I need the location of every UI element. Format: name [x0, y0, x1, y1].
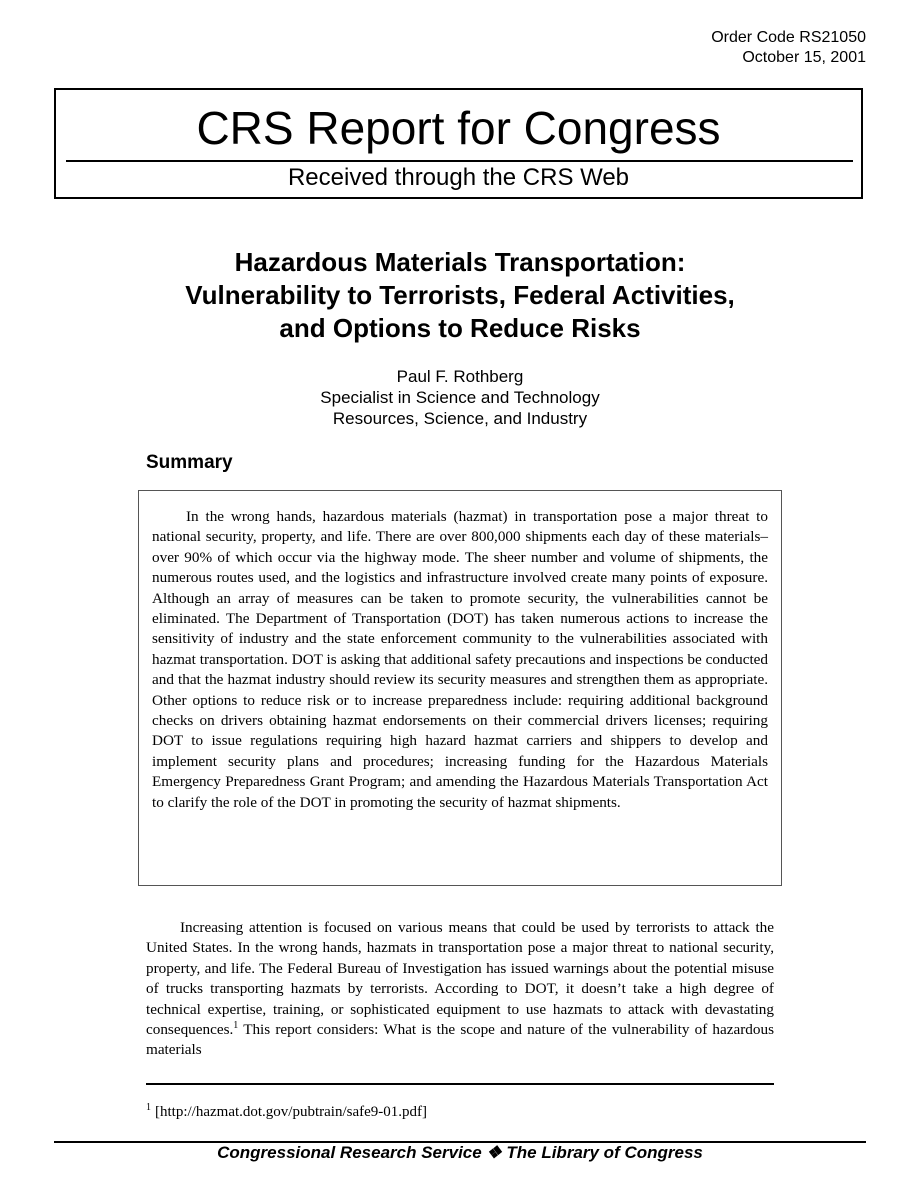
page-footer: Congressional Research Service ❖ The Library of Congress	[217, 1143, 703, 1162]
footnote-number: 1	[146, 1102, 151, 1113]
summary-box	[138, 490, 782, 886]
body-text-part-1: Increasing attention is focused on various means that could be used by terrorists to attack the United States. In the wrong hands, hazmats in transportation pose a major threat to national security, property, and life. The Federal Bureau of Investigation has issued warnings about the potential misuse of trucks transporting hazmats by terrorists. According to DOT, it doesn’t take a high degree of technical expertise, training, or sophisticated equipment to use hazmats to attack with devastating consequences.	[146, 919, 774, 1039]
report-banner	[54, 88, 863, 199]
footnote-link[interactable]: [http://hazmat.dot.gov/pubtrain/safe9-01.pdf]	[155, 1104, 428, 1120]
body-paragraph	[146, 918, 774, 1061]
author-name: Paul F. Rothberg	[396, 367, 524, 386]
footnote-divider	[146, 1083, 774, 1085]
summary-text: In the wrong hands, hazardous materials (hazmat) in transportation pose a major threat to national security, property, and life. There are over 800,000 shipments each day of these materials–over 90% of which occur via the highway mode. The sheer number and volume of shipments, the numerous routes used, and the logistics and infrastructure involved create many points of exposure. Although an array of measures can be taken to promote security, the vulnerabilities cannot be eliminated. The Department of Transportation (DOT) has taken numerous actions to increase the sensitivity of industry and the state enforcement community to the vulnerabilities associated with hazmat transportation. DOT is asking that additional safety precautions and inspections be conducted and that the hazmat industry should review its security measures and strengthen them as appropriate. Other options to reduce risk or to increase preparedness include: requiring additional background checks on drivers obtaining hazmat endorsements on their commercial drivers licenses; requiring DOT to issue regulations requiring high hazard hazmat carriers and shippers to develop and implement security plans and procedures; increasing funding for the Hazardous Materials Emergency Preparedness Grant Program; and amending the Hazardous Materials Transportation Act to clarify the role of the DOT in promoting the security of hazmat shipments.	[152, 508, 768, 811]
footnote	[146, 1104, 427, 1121]
author-block	[100, 366, 820, 429]
order-info	[711, 28, 866, 68]
summary-heading: Summary	[146, 452, 233, 473]
banner-divider	[66, 160, 853, 162]
author-division: Resources, Science, and Industry	[332, 409, 588, 428]
document-title	[100, 246, 820, 345]
body-text-part-2: This report considers: What is the scope and nature of the vulnerability of hazardous materials	[146, 1021, 774, 1059]
author-title: Specialist in Science and Technology	[320, 388, 600, 407]
report-date: October 15, 2001	[742, 49, 866, 66]
title-line-2: Vulnerability to Terrorists, Federal Activities,	[185, 280, 735, 310]
banner-subtitle: Received through the CRS Web	[287, 164, 630, 191]
banner-title: CRS Report for Congress	[196, 102, 721, 154]
order-code: Order Code RS21050	[711, 29, 866, 46]
title-line-3: and Options to Reduce Risks	[279, 313, 641, 343]
title-line-1: Hazardous Materials Transportation:	[234, 247, 686, 277]
footnote-reference[interactable]: 1	[233, 1019, 239, 1031]
